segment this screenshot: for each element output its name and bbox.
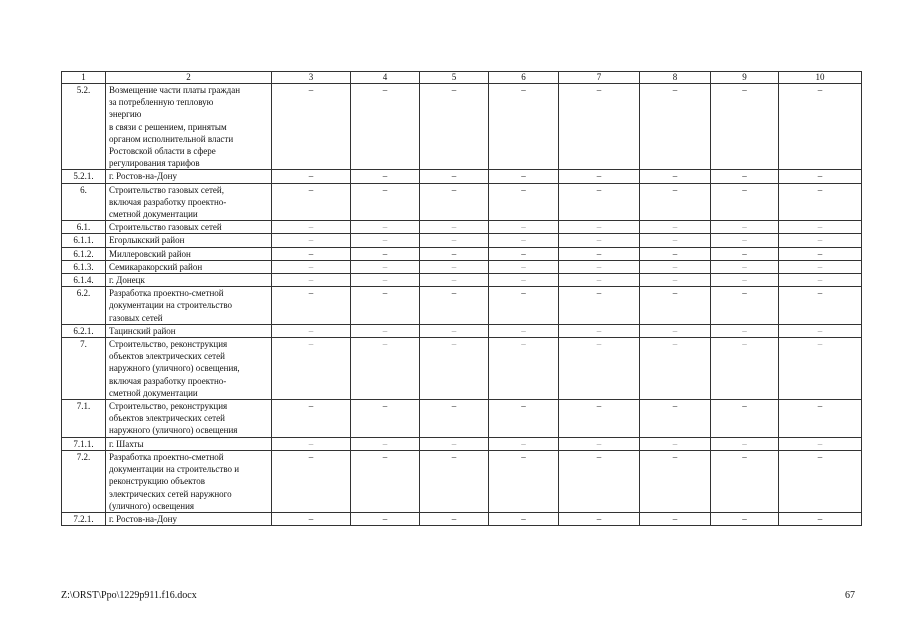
value-cell: – (489, 512, 559, 525)
value-cell: – (351, 450, 420, 512)
value-cell: – (559, 287, 640, 325)
value-cell: – (420, 247, 489, 260)
value-cell: – (640, 234, 711, 247)
table-row (62, 84, 862, 170)
table-row (62, 437, 862, 450)
value-cell: – (711, 338, 779, 400)
row-name-cell: Возмещение части платы граждан за потребленную тепловую энергию в связи с решением, принятым органом исполнительной власти Ростовской области в сфере регулирования тарифов (106, 84, 272, 170)
value-cell: – (559, 234, 640, 247)
header-cell: 1 (62, 72, 106, 84)
value-cell: – (779, 338, 862, 400)
row-number-cell: 7.2. (62, 450, 106, 512)
value-cell: – (272, 183, 351, 221)
value-cell: – (779, 183, 862, 221)
value-cell: – (640, 287, 711, 325)
header-cell: 5 (420, 72, 489, 84)
value-cell: – (351, 512, 420, 525)
row-name-cell: Миллеровский район (106, 247, 272, 260)
value-cell: – (351, 338, 420, 400)
row-name-cell: г. Шахты (106, 437, 272, 450)
value-cell: – (640, 338, 711, 400)
header-cell: 4 (351, 72, 420, 84)
value-cell: – (711, 221, 779, 234)
value-cell: – (489, 234, 559, 247)
value-cell: – (779, 170, 862, 183)
row-name-cell: Строительство газовых сетей, включая разработку проектно- сметной документации (106, 183, 272, 221)
value-cell: – (711, 287, 779, 325)
table-row (62, 287, 862, 325)
row-number-cell: 5.2. (62, 84, 106, 170)
value-cell: – (559, 247, 640, 260)
value-cell: – (272, 234, 351, 247)
value-cell: – (559, 183, 640, 221)
value-cell: – (559, 512, 640, 525)
value-cell: – (559, 260, 640, 273)
table-row (62, 338, 862, 400)
row-number-cell: 6.1. (62, 221, 106, 234)
row-number-cell: 6.1.1. (62, 234, 106, 247)
value-cell: – (272, 260, 351, 273)
header-cell: 8 (640, 72, 711, 84)
value-cell: – (351, 170, 420, 183)
table-header-row (62, 72, 862, 84)
value-cell: – (640, 512, 711, 525)
value-cell: – (420, 274, 489, 287)
value-cell: – (420, 512, 489, 525)
value-cell: – (489, 221, 559, 234)
value-cell: – (351, 287, 420, 325)
value-cell: – (420, 287, 489, 325)
row-number-cell: 6. (62, 183, 106, 221)
value-cell: – (779, 84, 862, 170)
value-cell: – (711, 437, 779, 450)
header-cell: 9 (711, 72, 779, 84)
value-cell: – (779, 247, 862, 260)
value-cell: – (779, 400, 862, 438)
value-cell: – (351, 234, 420, 247)
row-number-cell: 6.1.2. (62, 247, 106, 260)
row-name-cell: г. Донецк (106, 274, 272, 287)
value-cell: – (559, 450, 640, 512)
row-name-cell: Строительство, реконструкция объектов электрических сетей наружного (уличного) освещения, включая разработку проектно- сметной документации (106, 338, 272, 400)
value-cell: – (711, 400, 779, 438)
row-name-cell: г. Ростов-на-Дону (106, 512, 272, 525)
value-cell: – (559, 221, 640, 234)
value-cell: – (711, 274, 779, 287)
table-row (62, 274, 862, 287)
value-cell: – (420, 234, 489, 247)
value-cell: – (420, 170, 489, 183)
value-cell: – (272, 287, 351, 325)
value-cell: – (351, 324, 420, 337)
row-number-cell: 6.2. (62, 287, 106, 325)
table-row (62, 234, 862, 247)
row-number-cell: 7.1.1. (62, 437, 106, 450)
row-number-cell: 6.1.3. (62, 260, 106, 273)
value-cell: – (711, 324, 779, 337)
value-cell: – (779, 260, 862, 273)
value-cell: – (489, 338, 559, 400)
value-cell: – (711, 234, 779, 247)
value-cell: – (272, 221, 351, 234)
value-cell: – (489, 84, 559, 170)
value-cell: – (420, 450, 489, 512)
value-cell: – (489, 260, 559, 273)
value-cell: – (489, 437, 559, 450)
value-cell: – (640, 247, 711, 260)
value-cell: – (779, 450, 862, 512)
table-row (62, 170, 862, 183)
header-cell: 7 (559, 72, 640, 84)
value-cell: – (272, 437, 351, 450)
value-cell: – (640, 170, 711, 183)
value-cell: – (640, 450, 711, 512)
value-cell: – (779, 287, 862, 325)
value-cell: – (272, 247, 351, 260)
row-name-cell: Строительство, реконструкция объектов электрических сетей наружного (уличного) освещения (106, 400, 272, 438)
value-cell: – (420, 183, 489, 221)
value-cell: – (711, 247, 779, 260)
table-row (62, 512, 862, 525)
value-cell: – (489, 183, 559, 221)
value-cell: – (272, 324, 351, 337)
value-cell: – (559, 338, 640, 400)
value-cell: – (640, 400, 711, 438)
value-cell: – (272, 84, 351, 170)
value-cell: – (779, 234, 862, 247)
value-cell: – (272, 170, 351, 183)
row-name-cell: Егорлыкский район (106, 234, 272, 247)
value-cell: – (489, 274, 559, 287)
row-name-cell: г. Ростов-на-Дону (106, 170, 272, 183)
row-name-cell: Семикаракорский район (106, 260, 272, 273)
value-cell: – (351, 84, 420, 170)
value-cell: – (640, 260, 711, 273)
value-cell: – (640, 183, 711, 221)
table-row (62, 247, 862, 260)
value-cell: – (272, 274, 351, 287)
value-cell: – (640, 324, 711, 337)
table-row (62, 400, 862, 438)
table-row (62, 450, 862, 512)
value-cell: – (779, 324, 862, 337)
header-cell: 3 (272, 72, 351, 84)
value-cell: – (640, 437, 711, 450)
row-name-cell: Строительство газовых сетей (106, 221, 272, 234)
value-cell: – (711, 84, 779, 170)
value-cell: – (420, 84, 489, 170)
value-cell: – (779, 512, 862, 525)
value-cell: – (640, 221, 711, 234)
value-cell: – (272, 338, 351, 400)
value-cell: – (559, 274, 640, 287)
table-row (62, 183, 862, 221)
value-cell: – (559, 170, 640, 183)
value-cell: – (489, 170, 559, 183)
footer-file-path: Z:\ORST\Ppo\1229p911.f16.docx (61, 590, 197, 601)
value-cell: – (640, 84, 711, 170)
row-number-cell: 7.1. (62, 400, 106, 438)
table-row (62, 260, 862, 273)
value-cell: – (351, 247, 420, 260)
row-name-cell: Тацинский район (106, 324, 272, 337)
page-number: 67 (845, 590, 855, 601)
value-cell: – (711, 450, 779, 512)
header-cell: 6 (489, 72, 559, 84)
row-name-cell: Разработка проектно-сметной документации на строительство и реконструкцию объектов электрических сетей наружного (уличного) освещения (106, 450, 272, 512)
value-cell: – (640, 274, 711, 287)
value-cell: – (779, 274, 862, 287)
value-cell: – (779, 437, 862, 450)
value-cell: – (420, 221, 489, 234)
value-cell: – (351, 437, 420, 450)
table-row (62, 324, 862, 337)
value-cell: – (711, 183, 779, 221)
row-name-cell: Разработка проектно-сметной документации на строительство газовых сетей (106, 287, 272, 325)
value-cell: – (420, 338, 489, 400)
row-number-cell: 5.2.1. (62, 170, 106, 183)
value-cell: – (420, 437, 489, 450)
value-cell: – (559, 400, 640, 438)
row-number-cell: 7.2.1. (62, 512, 106, 525)
value-cell: – (351, 260, 420, 273)
value-cell: – (779, 221, 862, 234)
value-cell: – (420, 260, 489, 273)
value-cell: – (489, 287, 559, 325)
value-cell: – (272, 450, 351, 512)
value-cell: – (559, 324, 640, 337)
value-cell: – (272, 400, 351, 438)
value-cell: – (351, 221, 420, 234)
header-cell: 10 (779, 72, 862, 84)
value-cell: – (559, 84, 640, 170)
value-cell: – (351, 183, 420, 221)
value-cell: – (711, 170, 779, 183)
table-row (62, 221, 862, 234)
value-cell: – (559, 437, 640, 450)
row-number-cell: 7. (62, 338, 106, 400)
data-table (61, 71, 862, 526)
value-cell: – (489, 247, 559, 260)
value-cell: – (351, 274, 420, 287)
value-cell: – (489, 450, 559, 512)
value-cell: – (711, 260, 779, 273)
value-cell: – (711, 512, 779, 525)
value-cell: – (272, 512, 351, 525)
value-cell: – (351, 400, 420, 438)
row-number-cell: 6.1.4. (62, 274, 106, 287)
value-cell: – (420, 400, 489, 438)
header-cell: 2 (106, 72, 272, 84)
value-cell: – (489, 400, 559, 438)
value-cell: – (489, 324, 559, 337)
row-number-cell: 6.2.1. (62, 324, 106, 337)
value-cell: – (420, 324, 489, 337)
